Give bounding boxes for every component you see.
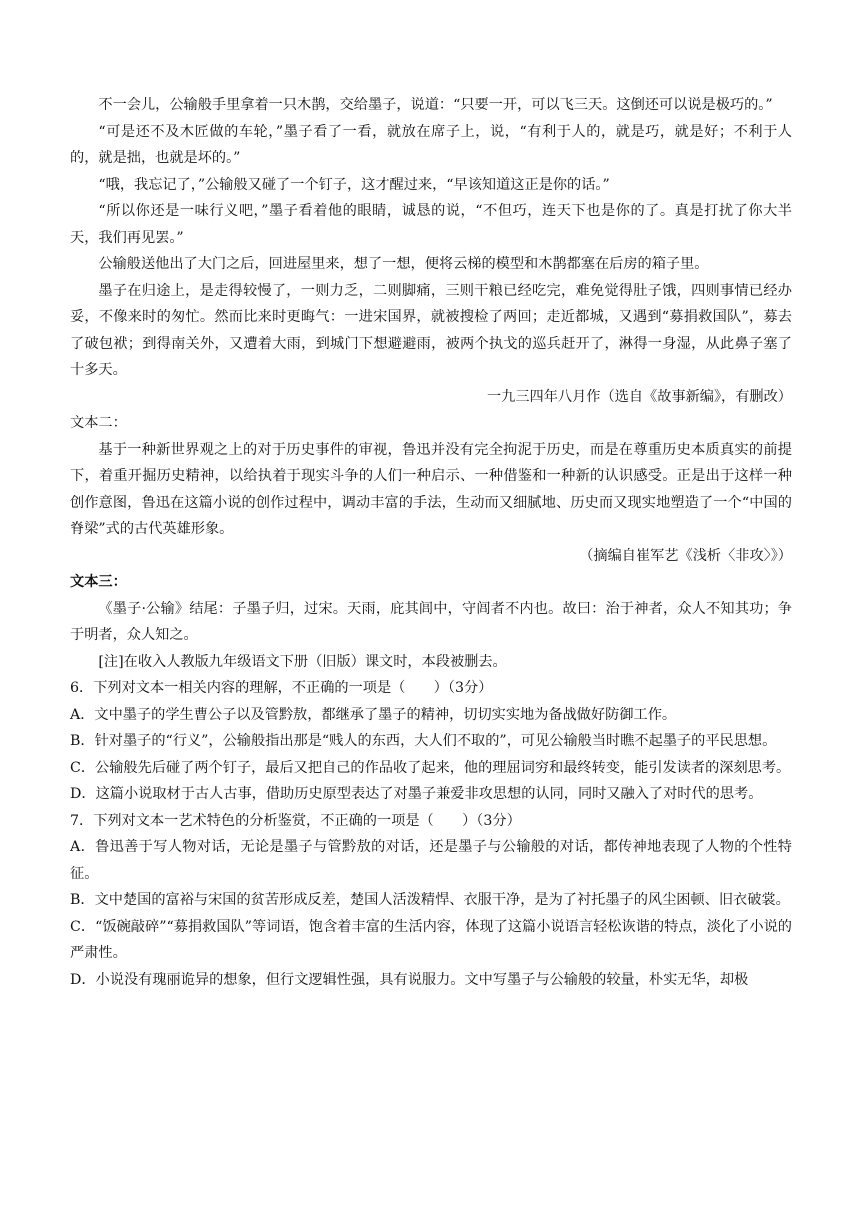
text2-paragraph: 基于一种新世界观之上的对于历史事件的审视，鲁迅并没有完全拘泥于历史，而是在尊重历史本质真实的前提下，着重开掘历史精神，以给执着于现实斗争的人们一种启示、一种借鉴和一种新的认识感受。正是出于这样一种创作意图，鲁迅在这篇小说的创作过程中，调动丰富的手法，生动而又细腻地、历史而又现实地塑造了一个“中国的脊梁”式的古代英雄形象。 <box>70 441 792 537</box>
question-6-stem: 6．下列对文本一相关内容的理解，不正确的一项是（ ）（3分） <box>70 680 493 696</box>
question-7-option-c: C．“饭碗敲碎”“募捐救国队”等词语，饱含着丰富的生活内容，体现了这篇小说语言轻松诙谐的特点，淡化了小说的严肃性。 <box>70 918 792 961</box>
text3-heading: 文本三： <box>70 574 127 590</box>
text3-note: [注]在收入人教版九年级语文下册（旧版）课文时，本段被删去。 <box>98 653 507 670</box>
text1-paragraph-5: 公输般送他出了大门之后，回进屋里来，想了一想，便将云梯的模型和木鹊都塞在后房的箱子里。 <box>98 256 709 272</box>
text2-heading: 文本二： <box>70 415 127 431</box>
question-7-stem: 7．下列对文本一艺术特色的分析鉴赏，不正确的一项是（ ）（3分） <box>70 812 521 829</box>
text1-paragraph-3: “哦，我忘记了，”公输般又碰了一个钉子，这才醒过来，“早该知道这正是你的话。” <box>98 176 610 193</box>
question-6-option-a: A．文中墨子的学生曹公子以及管黔敖，都继承了墨子的精神，切切实实地为备战做好防御工作。 <box>70 706 677 723</box>
text1-paragraph-4: “所以你还是一味行义吧，”墨子看着他的眼睛，诚恳的说，“不但巧，连天下也是你的了。真是打扰了你大半天，我们再见罢。” <box>70 203 792 246</box>
text1-paragraph-6: 墨子在归途上，是走得较慢了，一则力乏，二则脚痛，三则干粮已经吃完，难免觉得肚子饿，四则事情已经办妥，不像来时的匆忙。然而比来时更晦气：一进宋国界，就被搜检了两回；走近都城，又遇到“募捐救国队”，募去了破包袱；到得南关外，又遭着大雨，到城门下想避避雨，被两个执戈的巡兵赶开了，淋得一身湿，从此鼻子塞了十多天。 <box>70 282 792 378</box>
question-7-option-b: B．文中楚国的富裕与宋国的贫苦形成反差，楚国人活泼精悍、衣服干净，是为了衬托墨子的风尘困顿、旧衣破裳。 <box>70 892 790 908</box>
question-6-option-c: C．公输般先后碰了两个钉子，最后又把自己的作品收了起来，他的理屈词穷和最终转变，能引发读者的深刻思考。 <box>70 759 791 776</box>
text1-source: 一九三四年八月作（选自《故事新编》，有删改） <box>486 388 792 405</box>
text1-paragraph-1: 不一会儿，公输般手里拿着一只木鹊，交给墨子，说道：“只要一开，可以飞三天。这倒还可以说是极巧的。” <box>98 97 773 113</box>
text1-paragraph-2: “可是还不及木匠做的车轮，”墨子看了一看，就放在席子上，说，“有利于人的，就是巧，就是好；不利于人的，就是拙，也就是坏的。” <box>70 123 792 166</box>
question-7-option-d: D．小说没有瑰丽诡异的想象，但行文逻辑性强，具有说服力。文中写墨子与公输般的较量，朴实无华，却极 <box>70 971 749 988</box>
question-6-option-b: B．针对墨子的“行义”，公输般指出那是“贱人的东西，大人们不取的”，可见公输般当时瞧不起墨子的平民思想。 <box>70 733 777 749</box>
text3-paragraph: 《墨子·公输》结尾：子墨子归，过宋。天雨，庇其闾中，守闾者不内也。故曰：治于神者，众人不知其功；争于明者，众人知之。 <box>70 600 792 643</box>
text2-source: （摘编自崔军艺《浅析〈非攻〉》） <box>579 547 792 564</box>
question-7-option-a: A．鲁迅善于写人物对话，无论是墨子与管黔敖的对话，还是墨子与公输般的对话，都传神地表现了人物的个性特征。 <box>70 839 792 882</box>
question-6-option-d: D．这篇小说取材于古人古事，借助历史原型表达了对墨子兼爱非攻思想的认同，同时又融入了对时代的思考。 <box>70 786 763 802</box>
